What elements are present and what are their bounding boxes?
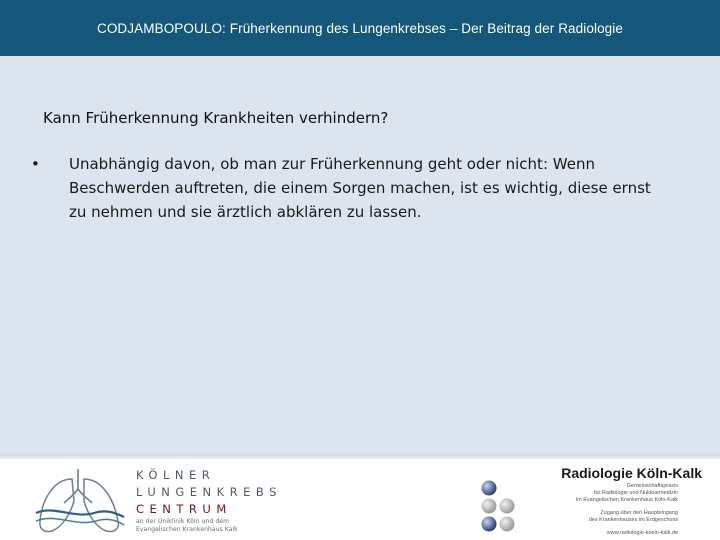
- radiologie-info: [528, 483, 678, 537]
- logo-line-lungenkrebs: LUNGENKREBS: [136, 485, 282, 499]
- rad-info-url: www.radiologie-koeln-kalk.de: [606, 530, 678, 536]
- radiologie-logo-title: Radiologie Köln-Kalk: [561, 465, 702, 481]
- slide-footer: [0, 459, 720, 540]
- slide-content: [0, 56, 720, 454]
- slide-header: [0, 0, 720, 56]
- rad-info-line: im Evangelischen Krankenhaus Köln-Kalk: [575, 497, 678, 503]
- rad-info-line: Zugang über den Haupteingang: [600, 510, 678, 516]
- rad-info-line: für Radiologie und Nuklearmedizin: [593, 490, 678, 496]
- lung-logo-icon: [34, 465, 126, 539]
- rad-info-line: Gemeinschaftspraxis: [626, 483, 678, 489]
- slide-title: CODJAMBOPOULO: Früherkennung des Lungenkrebses – Der Beitrag der Radiologie: [96, 20, 623, 36]
- rad-info-line: des Krankenhauses im Erdgeschoss: [588, 517, 678, 523]
- logo-subline-2: Evangelischen Krankenhaus Kalk: [136, 526, 238, 533]
- logo-line-koelner: KÖLNER: [136, 468, 216, 482]
- logo-line-centrum: CENTRUM: [136, 502, 232, 516]
- bullet-item: [28, 152, 668, 224]
- lungenkrebs-centrum-logo: [136, 467, 282, 534]
- radiologie-dots-icon: [476, 479, 536, 539]
- question-heading: Kann Früherkennung Krankheiten verhindern?: [43, 109, 389, 127]
- bullet-text: Unabhängig davon, ob man zur Früherkennung geht oder nicht: Wenn Beschwerden auftreten, die einem Sorgen machen, ist es wichtig, diese ernst zu nehmen und sie ärztlich abklären zu lassen.: [69, 155, 651, 221]
- logo-subline-1: an der Uniklinik Köln und dem: [136, 518, 230, 525]
- bullet-marker: •: [31, 155, 40, 173]
